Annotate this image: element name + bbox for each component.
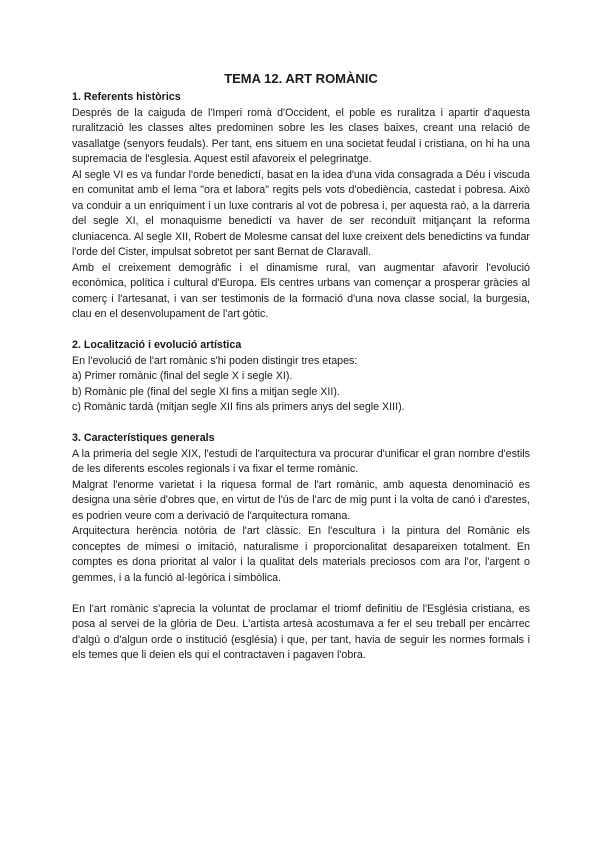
- section-heading-localization: 2. Localització i evolució artística: [72, 339, 242, 351]
- list-item: b) Romànic ple (final del segle XI fins a mitjan segle XII).: [72, 385, 340, 398]
- section-heading-general-characteristics: 3. Característiques generals: [72, 432, 215, 444]
- paragraph: En l'evolució de l'art romànic s'hi poden distingir tres etapes:: [72, 354, 358, 367]
- paragraph: Malgrat l'enorme varietat i la riquesa formal de l'art romànic, amb aquesta denominació es designa una sèrie d'obres que, en virtut de l'ús de l'arc de mig punt i la volta de canó i d'arestes, es podrien veure com a derivació de l'arquitectura romana.: [72, 478, 530, 522]
- paragraph: Després de la caiguda de l'Imperi romà d'Occident, el poble es ruralitza i apartir d'aquesta ruralització les classes altes predominen sobre les les clases baixes, creant una relació de vasallatge (senyors feudals). Per tant, ens situem en una societat feudal i cristiana, on hi ha una supremacia de l'esglesia. Aquest estil afavoreix el pelegrinatge.: [72, 106, 530, 165]
- paragraph: A la primeria del segle XIX, l'estudi de l'arquitectura va procurar d'unificar el gran nombre d'estils de les diferents escoles regionals i va fixar el terme romànic.: [72, 447, 530, 475]
- document-title: TEMA 12. ART ROMÀNIC: [224, 71, 378, 86]
- list-item: c) Romànic tardà (mitjan segle XII fins als primers anys del segle XIII).: [72, 401, 405, 413]
- paragraph: Al segle VI es va fundar l'orde benedictí, basat en la idea d'una vida consagrada a Déu i viscuda en comunitat amb el lema "ora et labora" regits pels vots d'obediència, castedat i pobresa. Això va conduir a un enriquiment i un luxe contraris al vot de pobresa i, per aquesta raó, a la darreria del segle XI, el monaquisme benedictí va haver de ser reconduït mitjançant la reforma cluniacenca. Al segle XII, Robert de Molesme cansat del luxe creixent dels benedictins va fundar l'orde del Cister, impulsat sobretot per sant Bernat de Claravall.: [72, 168, 530, 258]
- document-page: [72, 70, 530, 664]
- list-item: a) Primer romànic (final del segle X i segle XI).: [72, 370, 293, 382]
- paragraph: Amb el creixement demogràfic i el dinamisme rural, van augmentar afavorir l'evolució econòmica, política i cultural d'Europa. Els centres urbans van començar a prosperar gràcies al comerç i l'artesanat, i van ser testimonis de la formació d'una nova classe social, la burgesia, clau en el desenvolupament de l'art gòtic.: [72, 261, 530, 320]
- section-heading-historical-references: 1. Referents històrics: [72, 91, 181, 103]
- paragraph: Arquitectura herència notòria de l'art clàssic. En l'escultura i la pintura del Romànic els conceptes de mimesi o imitació, naturalisme i proporcionalitat desapareixen totalment. En comptes es dona prioritat al valor i la qualitat dels materials preciosos com ara l'or, l'argent o gemmes, i a la funció al·legòrica i simbòlica.: [72, 525, 530, 584]
- closing-paragraph: En l'art romànic s'aprecia la voluntat de proclamar el triomf definitiu de l'Església cristiana, es posa al servei de la glòria de Deu. L'artista artesà acostumava a fer el seu treball per encàrrec d'algú o d'algun orde o institució (església) i que, per tant, havia de seguir les normes formals i els temes que li deien els qui el contractaven i pagaven l'obra.: [72, 602, 530, 661]
